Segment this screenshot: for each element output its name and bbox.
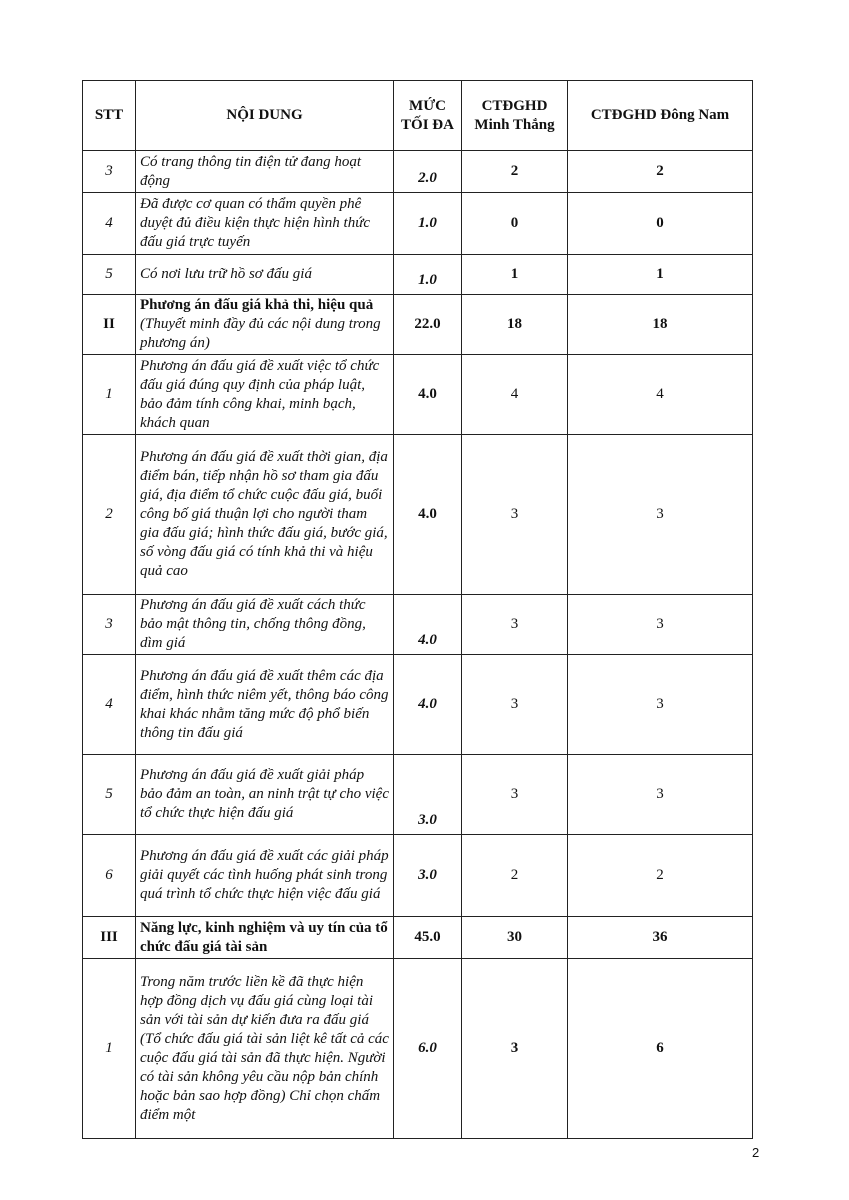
section-score-dong-nam: 36 xyxy=(568,917,753,959)
row-max-score: 2.0 xyxy=(394,151,462,193)
row-score-dong-nam: 3 xyxy=(568,655,753,755)
row-score-dong-nam: 2 xyxy=(568,835,753,917)
table-row xyxy=(83,755,753,835)
row-stt: 3 xyxy=(83,595,136,655)
row-max-score: 4.0 xyxy=(394,355,462,435)
row-score-minh-thang: 4 xyxy=(462,355,568,435)
row-content: Phương án đấu giá đề xuất giải pháp bảo đảm an toàn, an ninh trật tự cho việc tổ chức thực hiện đấu giá xyxy=(136,755,394,835)
table-row xyxy=(83,655,753,755)
table-row xyxy=(83,355,753,435)
section-stt: III xyxy=(83,917,136,959)
section-row xyxy=(83,295,753,355)
row-score-minh-thang: 3 xyxy=(462,755,568,835)
table-row xyxy=(83,193,753,255)
scoring-table xyxy=(82,80,753,1139)
row-max-score: 4.0 xyxy=(394,655,462,755)
table-row xyxy=(83,151,753,193)
table-row xyxy=(83,255,753,295)
row-content: Có trang thông tin điện tử đang hoạt động xyxy=(136,151,394,193)
header-minh-thang: CTĐGHD Minh Thắng xyxy=(462,81,568,151)
section-row xyxy=(83,917,753,959)
row-score-dong-nam: 2 xyxy=(568,151,753,193)
row-max-score: 1.0 xyxy=(394,255,462,295)
row-score-minh-thang: 0 xyxy=(462,193,568,255)
table-row xyxy=(83,435,753,595)
header-max-score: MỨC TỐI ĐA xyxy=(394,81,462,151)
row-max-score: 6.0 xyxy=(394,959,462,1139)
row-score-minh-thang: 1 xyxy=(462,255,568,295)
table-row xyxy=(83,835,753,917)
row-score-minh-thang: 3 xyxy=(462,595,568,655)
section-score-minh-thang: 30 xyxy=(462,917,568,959)
section-content xyxy=(136,295,394,355)
row-score-minh-thang: 3 xyxy=(462,435,568,595)
row-content: Phương án đấu giá đề xuất thêm các địa điểm, hình thức niêm yết, thông báo công khai khác nhằm tăng mức độ phổ biến thông tin đấu giá xyxy=(136,655,394,755)
row-score-dong-nam: 6 xyxy=(568,959,753,1139)
row-max-score: 1.0 xyxy=(394,193,462,255)
header-dong-nam: CTĐGHD Đông Nam xyxy=(568,81,753,151)
section-score-dong-nam: 18 xyxy=(568,295,753,355)
row-content: Đã được cơ quan có thẩm quyền phê duyệt đủ điều kiện thực hiện hình thức đấu giá trực tuyến xyxy=(136,193,394,255)
row-score-dong-nam: 1 xyxy=(568,255,753,295)
table-row xyxy=(83,595,753,655)
row-content: Trong năm trước liền kề đã thực hiện hợp đồng dịch vụ đấu giá cùng loại tài sản với tài sản dự kiến đưa ra đấu giá (Tổ chức đấu giá tài sản liệt kê tất cả các cuộc đấu giá tài sản đã thực hiện. Người có tài sản không yêu cầu nộp bản chính hoặc bản sao hợp đồng) Chỉ chọn chấm điểm một xyxy=(136,959,394,1139)
row-score-dong-nam: 3 xyxy=(568,595,753,655)
row-max-score: 4.0 xyxy=(394,595,462,655)
row-stt: 6 xyxy=(83,835,136,917)
row-max-score: 4.0 xyxy=(394,435,462,595)
row-stt: 1 xyxy=(83,355,136,435)
row-content: Phương án đấu giá đề xuất cách thức bảo mật thông tin, chống thông đồng, dìm giá xyxy=(136,595,394,655)
section-max-score: 22.0 xyxy=(394,295,462,355)
row-max-score: 3.0 xyxy=(394,755,462,835)
row-content: Phương án đấu giá đề xuất thời gian, địa điểm bán, tiếp nhận hồ sơ tham gia đấu giá, địa điểm tổ chức cuộc đấu giá, buổi công bố giá thuận lợi cho người tham gia đấu giá; hình thức đấu giá, bước giá, số vòng đấu giá có tính khả thi và hiệu quả cao xyxy=(136,435,394,595)
row-score-dong-nam: 3 xyxy=(568,755,753,835)
row-score-minh-thang: 2 xyxy=(462,835,568,917)
row-content: Phương án đấu giá đề xuất các giải pháp giải quyết các tình huống phát sinh trong quá trình tổ chức thực hiện việc đấu giá xyxy=(136,835,394,917)
row-stt: 3 xyxy=(83,151,136,193)
row-stt: 2 xyxy=(83,435,136,595)
row-stt: 5 xyxy=(83,255,136,295)
section-title: Phương án đấu giá khả thi, hiệu quả xyxy=(140,297,374,313)
row-score-dong-nam: 3 xyxy=(568,435,753,595)
row-content: Có nơi lưu trữ hồ sơ đấu giá xyxy=(136,255,394,295)
row-content: Phương án đấu giá đề xuất việc tổ chức đấu giá đúng quy định của pháp luật, bảo đảm tính công khai, minh bạch, khách quan xyxy=(136,355,394,435)
section-score-minh-thang: 18 xyxy=(462,295,568,355)
table-row xyxy=(83,959,753,1139)
section-stt: II xyxy=(83,295,136,355)
table-header-row xyxy=(83,81,753,151)
row-max-score: 3.0 xyxy=(394,835,462,917)
row-stt: 1 xyxy=(83,959,136,1139)
row-stt: 4 xyxy=(83,193,136,255)
row-score-dong-nam: 0 xyxy=(568,193,753,255)
row-stt: 5 xyxy=(83,755,136,835)
row-score-dong-nam: 4 xyxy=(568,355,753,435)
header-content: NỘI DUNG xyxy=(136,81,394,151)
section-max-score: 45.0 xyxy=(394,917,462,959)
section-note: (Thuyết minh đầy đủ các nội dung trong phương án) xyxy=(140,316,381,351)
header-stt: STT xyxy=(83,81,136,151)
section-content: Năng lực, kinh nghiệm và uy tín của tổ chức đấu giá tài sản xyxy=(136,917,394,959)
row-stt: 4 xyxy=(83,655,136,755)
page-number: 2 xyxy=(752,1145,760,1160)
row-score-minh-thang: 2 xyxy=(462,151,568,193)
row-score-minh-thang: 3 xyxy=(462,959,568,1139)
row-score-minh-thang: 3 xyxy=(462,655,568,755)
